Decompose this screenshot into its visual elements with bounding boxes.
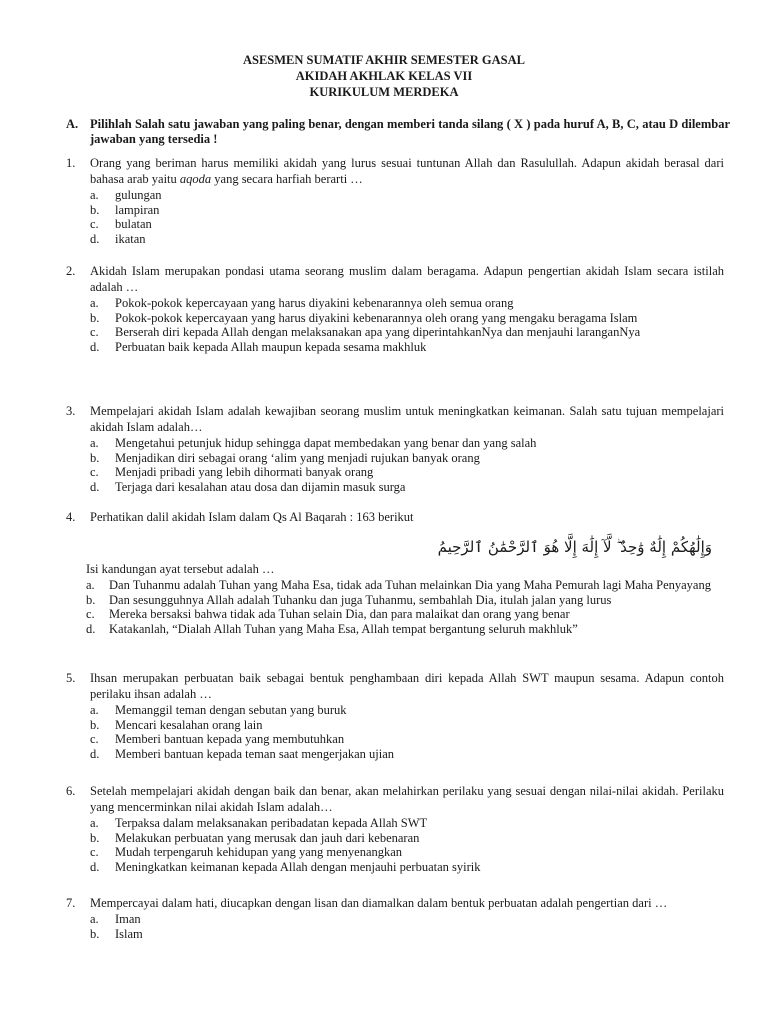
option-d	[66, 747, 724, 762]
option-list	[66, 703, 724, 761]
option-letter: c.	[90, 732, 99, 746]
option-a	[66, 578, 724, 593]
question-stem: Mempercayai dalam hati, diucapkan dengan lisan dan diamalkan dalam bentuk perbuatan adalah pengertian dari …	[90, 896, 668, 910]
option-b	[66, 311, 724, 326]
option-c	[66, 607, 724, 622]
question-5	[66, 670, 724, 761]
title-line-2: AKIDAH AKHLAK KELAS VII	[295, 69, 473, 83]
arabic-verse: وَإِلَٰهُكُمْ إِلَٰهٌ وَٰحِدٌ ۖ لَّآ إِلَٰهَ إِلَّا هُوَ ٱلرَّحْمَٰنُ ٱلرَّحِيمُ	[437, 538, 712, 556]
option-letter: d.	[90, 339, 100, 354]
option-text: Menjadi pribadi yang lebih dihormati banyak orang	[115, 465, 374, 479]
question-7	[66, 895, 724, 941]
option-letter: b.	[90, 450, 100, 465]
option-d	[66, 340, 724, 355]
option-list	[66, 578, 724, 636]
option-text: ikatan	[115, 231, 146, 246]
option-d	[66, 860, 724, 875]
option-list	[66, 912, 724, 941]
option-d	[66, 480, 724, 495]
question-stem: Ihsan merupakan perbuatan baik sebagai bentuk penghambaan diri kepada Allah SWT maupun sesama. Adapun contoh perilaku ihsan adalah …	[90, 671, 724, 701]
question-number: 6.	[66, 784, 76, 798]
option-list	[66, 296, 724, 354]
option-letter: b.	[86, 592, 96, 607]
option-letter: a.	[90, 912, 99, 926]
option-text: Pokok-pokok kepercayaan yang harus diyakini kebenarannya oleh orang yang mengaku beragama Islam	[115, 310, 638, 325]
option-text: Menjadikan diri sebagai orang ‘alim yang menjadi rujukan banyak orang	[115, 450, 480, 465]
option-list	[66, 436, 724, 494]
stem-italic-term: aqoda	[179, 172, 212, 186]
option-b	[66, 203, 724, 218]
option-letter: a.	[90, 296, 99, 310]
question-prompt: Isi kandungan ayat tersebut adalah …	[86, 562, 275, 576]
option-text: Katakanlah, “Dialah Allah Tuhan yang Maha Esa, Allah tempat bergantung seluruh makhluk”	[109, 621, 578, 636]
option-letter: a.	[90, 703, 99, 717]
question-number: 5.	[66, 671, 76, 685]
option-a	[66, 816, 724, 831]
option-text: Dan Tuhanmu adalah Tuhan yang Maha Esa, tidak ada Tuhan melainkan Dia yang Maha Pemurah lagi Maha Penyayang	[109, 578, 711, 592]
option-c	[66, 217, 724, 232]
question-number: 7.	[66, 896, 76, 910]
option-letter: b.	[90, 202, 100, 217]
option-letter: d.	[90, 231, 100, 246]
question-4	[66, 509, 724, 636]
option-b	[66, 831, 724, 846]
option-b	[66, 718, 724, 733]
option-letter: c.	[90, 845, 99, 859]
option-a	[66, 703, 724, 718]
option-letter: b.	[90, 717, 100, 732]
option-letter: a.	[90, 436, 99, 450]
option-a	[66, 912, 724, 927]
option-text: Pokok-pokok kepercayaan yang harus diyakini kebenarannya oleh semua orang	[115, 296, 514, 310]
option-text: Berserah diri kepada Allah dengan melaksanakan apa yang diperintahkanNya dan menjauhi laranganNya	[115, 325, 641, 339]
option-b	[66, 593, 724, 608]
option-letter: d.	[90, 746, 100, 761]
option-letter: d.	[86, 621, 96, 636]
option-text: Terpaksa dalam melaksanakan peribadatan kepada Allah SWT	[115, 816, 428, 830]
option-letter: c.	[86, 607, 95, 621]
option-text: Terjaga dari kesalahan atau dosa dan dijamin masuk surga	[115, 479, 406, 494]
option-text: Dan sesungguhnya Allah adalah Tuhanku dan juga Tuhanmu, sembahlah Dia, itulah jalan yang lurus	[109, 592, 612, 607]
stem-text: Orang yang beriman harus memiliki akidah yang lurus sesuai tuntunan Allah dan Rasulullah. Adapun akidah berasal dari bahasa arab yaitu	[90, 156, 724, 186]
question-stem: Mempelajari akidah Islam adalah kewajiban seorang muslim untuk meningkatkan keimanan. Salah satu tujuan mempelajari akidah Islam adalah…	[90, 404, 724, 434]
option-letter: a.	[90, 188, 99, 202]
option-letter: b.	[90, 926, 100, 941]
option-text: Memberi bantuan kepada yang membutuhkan	[115, 732, 345, 746]
option-text: Meningkatkan keimanan kepada Allah dengan menjauhi perbuatan syirik	[115, 859, 481, 874]
question-1	[66, 155, 724, 246]
question-stem	[90, 155, 724, 187]
option-text: Perbuatan baik kepada Allah maupun kepada sesama makhluk	[115, 339, 427, 354]
question-2	[66, 263, 724, 354]
option-letter: d.	[90, 859, 100, 874]
question-stem: Setelah mempelajari akidah dengan baik dan benar, akan melahirkan perilaku yang sesuai dengan nilai-nilai akidah. Perilaku yang mencerminkan nilai akidah Islam adalah…	[90, 784, 724, 814]
option-text: Mereka bersaksi bahwa tidak ada Tuhan selain Dia, dan para malaikat dan orang yang benar	[109, 607, 570, 621]
option-a	[66, 436, 724, 451]
option-d	[66, 622, 724, 637]
document-header	[0, 52, 768, 100]
option-b	[66, 927, 724, 942]
option-text: Iman	[115, 912, 141, 926]
question-number: 1.	[66, 156, 76, 170]
option-letter: b.	[90, 830, 100, 845]
option-text: bulatan	[115, 217, 152, 231]
option-a	[66, 296, 724, 311]
option-letter: a.	[86, 578, 95, 592]
section-instruction-text: Pilihlah Salah satu jawaban yang paling benar, dengan memberi tanda silang ( X ) pada huruf A, B, C, atau D dilembar jawaban yang tersedia !	[90, 117, 730, 146]
option-list	[66, 816, 724, 874]
option-text: Mengetahui petunjuk hidup sehingga dapat membedakan yang benar dan yang salah	[115, 436, 537, 450]
title-line-3: KURIKULUM MERDEKA	[309, 85, 459, 99]
option-list	[66, 188, 724, 246]
option-text: Melakukan perbuatan yang merusak dan jauh dari kebenaran	[115, 830, 420, 845]
option-text: gulungan	[115, 188, 162, 202]
title-line-1: ASESMEN SUMATIF AKHIR SEMESTER GASAL	[242, 53, 525, 67]
option-letter: b.	[90, 310, 100, 325]
option-a	[66, 188, 724, 203]
option-text: Memanggil teman dengan sebutan yang buruk	[115, 703, 347, 717]
option-text: Mencari kesalahan orang lain	[115, 717, 263, 732]
question-number: 4.	[66, 510, 76, 524]
question-3	[66, 403, 724, 494]
section-letter: A.	[66, 117, 79, 131]
option-text: lampiran	[115, 202, 160, 217]
option-c	[66, 845, 724, 860]
option-letter: a.	[90, 816, 99, 830]
question-number: 2.	[66, 264, 76, 278]
option-text: Islam	[115, 926, 143, 941]
option-b	[66, 451, 724, 466]
option-c	[66, 465, 724, 480]
section-a-instruction	[66, 117, 730, 147]
option-text: Memberi bantuan kepada teman saat mengerjakan ujian	[115, 746, 395, 761]
question-stem: Akidah Islam merupakan pondasi utama seorang muslim dalam beragama. Adapun pengertian akidah Islam secara istilah adalah …	[90, 264, 724, 294]
option-d	[66, 232, 724, 247]
option-letter: c.	[90, 217, 99, 231]
option-letter: c.	[90, 325, 99, 339]
option-c	[66, 732, 724, 747]
option-c	[66, 325, 724, 340]
question-stem: Perhatikan dalil akidah Islam dalam Qs Al Baqarah : 163 berikut	[90, 510, 414, 524]
option-letter: d.	[90, 479, 100, 494]
option-text: Mudah terpengaruh kehidupan yang yang menyenangkan	[115, 845, 403, 859]
question-6	[66, 783, 724, 874]
question-number: 3.	[66, 404, 76, 418]
option-letter: c.	[90, 465, 99, 479]
stem-text: yang secara harfiah berarti …	[211, 172, 363, 186]
